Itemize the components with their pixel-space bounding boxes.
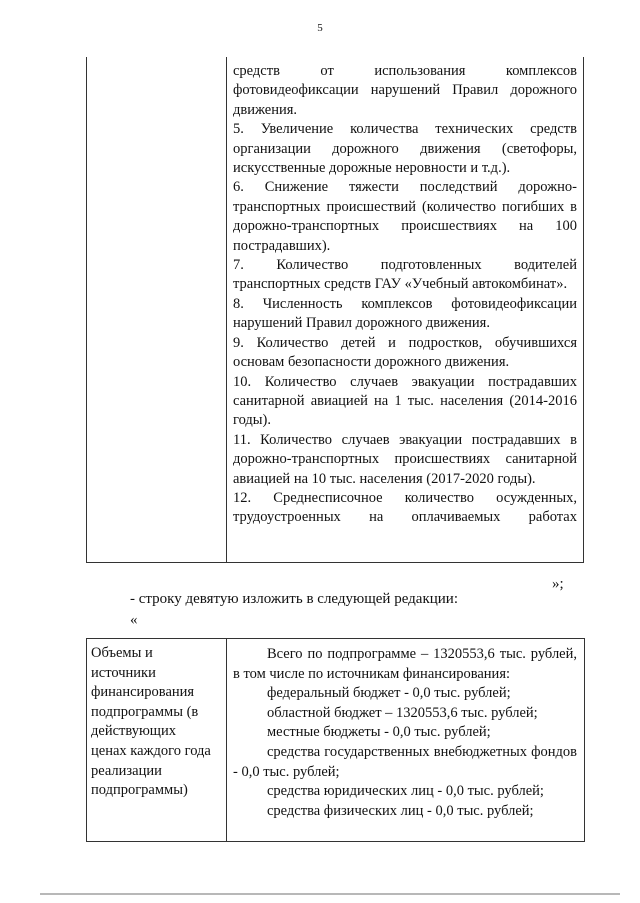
label-line: подпрограммы) [91,782,188,799]
label-line: финансирования [91,684,195,701]
indicator-text: 7. Количество подготовленных водителей транспортных средств ГАУ «Учебный автокомбинат». [233,257,577,293]
label-line: реализации [91,762,162,779]
financing-line: средства физических лиц - 0,0 тыс. рублей; [267,802,534,819]
label-line: подпрограммы (в [91,703,199,720]
financing-line: федеральный бюджет - 0,0 тыс. рублей; [267,685,511,702]
label-line: действующих [91,723,176,740]
opening-quote: « [130,612,138,628]
financing-line: местные бюджеты - 0,0 тыс. рублей; [267,724,491,741]
indicators-table [86,57,584,563]
indicator-text: 12. Среднесписочное количество осужденных, трудоустроенных на оплачиваемых работах [233,489,577,526]
indicator-text: 11. Количество случаев эвакуации пострадавших в дорожно-транспортных происшествиях санитарной авиацией на 10 тыс. населения (2017-2020 годы). [233,431,577,487]
column-divider [226,639,227,841]
financing-line: средства государственных внебюджетных фондов - 0,0 тыс. рублей; [233,743,577,780]
indicator-text: средств от использования комплексов фотовидеофиксации нарушений Правил дорожного движения. [233,63,577,118]
financing-table [86,638,585,842]
label-line: ценах каждого года [91,742,211,759]
indicator-text: 9. Количество детей и подростков, обучившихся основам безопасности дорожного движения. [233,334,577,371]
scan-edge-line [40,893,620,895]
financing-value-cell [233,645,577,821]
financing-line: областной бюджет – 1320553,6 тыс. рублей; [267,704,538,721]
indicator-text: 6. Снижение тяжести последствий дорожно-транспортных происшествий (количество погибших в дорожно-транспортных происшествиях на 100 пострадавших). [233,179,577,254]
indicators-cell [233,62,577,528]
indicator-text: 5. Увеличение количества технических средств организации дорожного движения (светофоры, искусственные дорожные неровности и т.д.). [233,121,577,177]
label-line: источники [91,664,156,681]
indicator-text: 8. Численность комплексов фотовидеофиксации нарушений Правил дорожного движения. [233,295,577,332]
instruction-text: - строку девятую изложить в следующей редакции: [130,591,459,607]
label-line: Объемы и [91,645,153,661]
financing-label-cell [91,644,223,801]
financing-total: Всего по подпрограмме – 1320553,6 тыс. рублей, в том числе по источникам финансирования: [233,646,577,682]
indicator-text: 10. Количество случаев эвакуации пострадавших санитарной авиацией на 1 тыс. населения (2014-2016 годы). [233,373,577,429]
page-number: 5 [317,22,323,34]
column-divider [226,57,227,562]
closing-quote: »; [552,576,564,592]
financing-line: средства юридических лиц - 0,0 тыс. рублей; [267,783,544,800]
